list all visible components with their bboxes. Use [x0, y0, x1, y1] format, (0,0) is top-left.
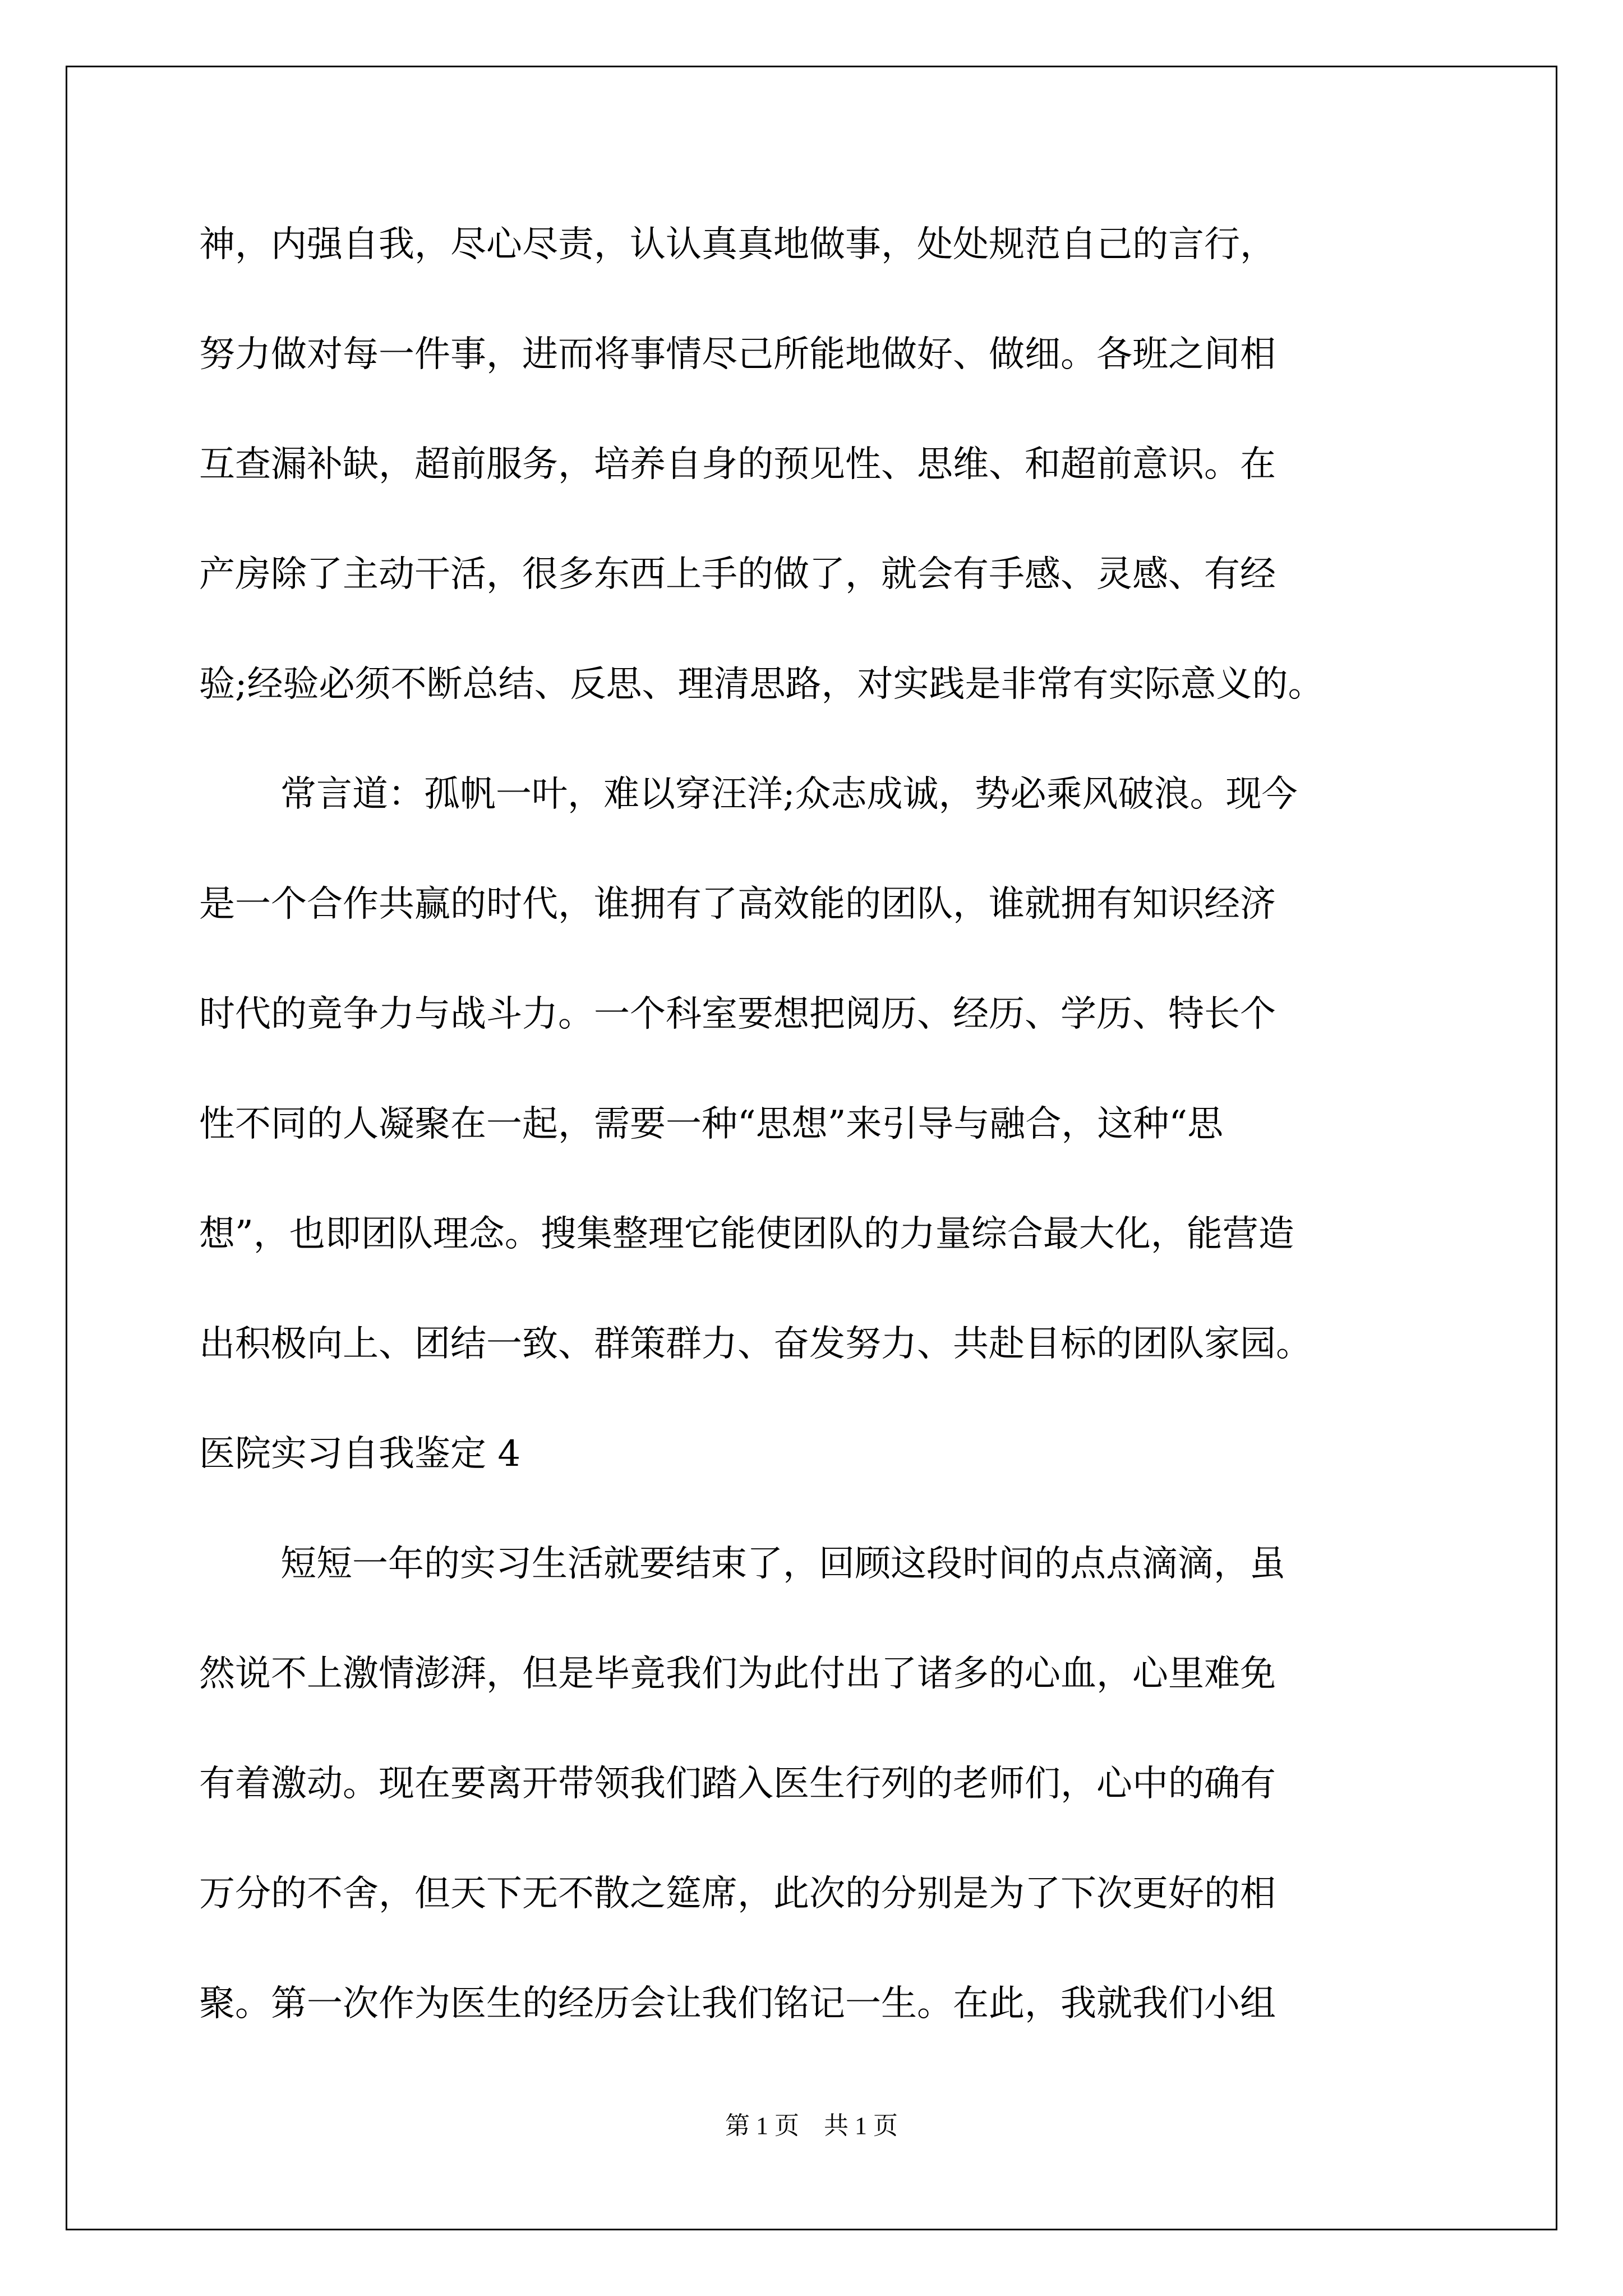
paragraph-line: 短短一年的实习生活就要结束了，回顾这段时间的点点滴滴，虽	[280, 1543, 1285, 1585]
paragraph-line: 验;经验必须不断总结、反思、理清思路，对实践是非常有实际意义的。	[199, 664, 1324, 705]
paragraph-line: 互查漏补缺，超前服务，培养自身的预见性、思维、和超前意识。在	[199, 444, 1276, 485]
paragraph-line: 常言道：孤帆一叶，难以穿汪洋;众志成诚，势必乘风破浪。现今	[280, 774, 1298, 815]
paragraph-line: 然说不上激情澎湃，但是毕竟我们为此付出了诸多的心血，心里难免	[199, 1653, 1276, 1695]
section-heading: 医院实习自我鉴定 4	[199, 1433, 521, 1475]
paragraph-line: 产房除了主动干活，很多东西上手的做了，就会有手感、灵感、有经	[199, 554, 1276, 595]
paragraph-line: 是一个合作共赢的时代，谁拥有了高效能的团队，谁就拥有知识经济	[199, 884, 1276, 925]
paragraph-line: 性不同的人凝聚在一起，需要一种“思想”来引导与融合，这种“思	[199, 1103, 1224, 1145]
paragraph-line: 有着激动。现在要离开带领我们踏入医生行列的老师们，心中的确有	[199, 1763, 1276, 1805]
paragraph-line: 万分的不舍，但天下无不散之筵席，此次的分别是为了下次更好的相	[199, 1873, 1276, 1915]
paragraph-line: 努力做对每一件事，进而将事情尽己所能地做好、做细。各班之间相	[199, 334, 1276, 375]
paragraph-line: 聚。第一次作为医生的经历会让我们铭记一生。在此，我就我们小组	[199, 1983, 1276, 2024]
paragraph-line: 神，内强自我，尽心尽责，认认真真地做事，处处规范自己的言行，	[199, 224, 1276, 265]
paragraph-line: 想”，也即团队理念。搜集整理它能使团队的力量综合最大化，能营造	[199, 1213, 1294, 1255]
paragraph-line: 时代的竟争力与战斗力。一个科室要想把阅历、经历、学历、特长个	[199, 993, 1276, 1035]
paragraph-line: 出积极向上、团结一致、群策群力、奋发努力、共赴目标的团队家园。	[199, 1323, 1312, 1365]
page-number-footer: 第 1 页 共 1 页	[725, 2112, 898, 2139]
